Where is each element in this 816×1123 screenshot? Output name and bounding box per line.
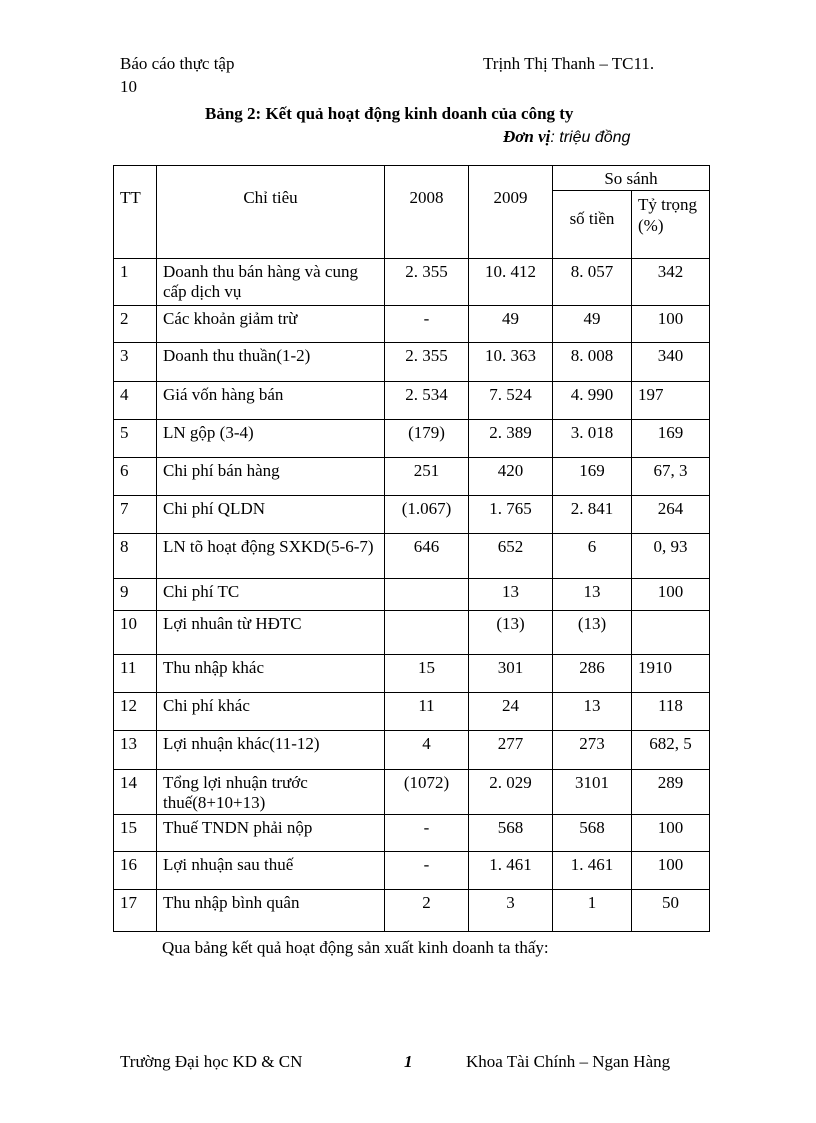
col-header-compare: So sánh bbox=[553, 166, 710, 191]
row-amount: 1 bbox=[553, 890, 632, 932]
unit-line bbox=[503, 127, 630, 147]
row-value-2008: 2. 534 bbox=[385, 382, 469, 420]
row-value-2009: 3 bbox=[469, 890, 553, 932]
row-ratio: 264 bbox=[632, 496, 710, 534]
row-value-2008: 11 bbox=[385, 693, 469, 731]
row-value-2008 bbox=[385, 611, 469, 655]
row-ratio: 169 bbox=[632, 420, 710, 458]
row-value-2009: 10. 412 bbox=[469, 259, 553, 306]
row-value-2008: 2. 355 bbox=[385, 259, 469, 306]
row-value-2008: (179) bbox=[385, 420, 469, 458]
table-row bbox=[114, 655, 710, 693]
row-amount: 2. 841 bbox=[553, 496, 632, 534]
row-ratio: 67, 3 bbox=[632, 458, 710, 496]
footer-university: Trường Đại học KD & CN bbox=[120, 1052, 303, 1071]
row-value-2009: (13) bbox=[469, 611, 553, 655]
table-row bbox=[114, 343, 710, 382]
row-amount: 3. 018 bbox=[553, 420, 632, 458]
table-row bbox=[114, 420, 710, 458]
unit-label: Đơn vị bbox=[503, 127, 551, 146]
row-indicator: Tổng lợi nhuận trước thuế(8+10+13) bbox=[157, 770, 385, 815]
row-number: 17 bbox=[114, 890, 157, 932]
business-results-table bbox=[113, 165, 710, 932]
table-body bbox=[114, 259, 710, 932]
row-indicator: LN tõ hoạt động SXKD(5-6-7) bbox=[157, 534, 385, 579]
row-ratio: 100 bbox=[632, 815, 710, 852]
row-number: 7 bbox=[114, 496, 157, 534]
row-number: 9 bbox=[114, 579, 157, 611]
row-number: 8 bbox=[114, 534, 157, 579]
col-header-2008: 2008 bbox=[385, 166, 469, 259]
col-header-2009: 2009 bbox=[469, 166, 553, 259]
row-value-2009: 652 bbox=[469, 534, 553, 579]
row-value-2009: 277 bbox=[469, 731, 553, 770]
row-number: 12 bbox=[114, 693, 157, 731]
row-ratio: 682, 5 bbox=[632, 731, 710, 770]
row-value-2009: 24 bbox=[469, 693, 553, 731]
row-number: 10 bbox=[114, 611, 157, 655]
row-indicator: Lợi nhuận khác(11-12) bbox=[157, 731, 385, 770]
row-indicator: Chi phí bán hàng bbox=[157, 458, 385, 496]
unit-value: : triệu đồng bbox=[550, 129, 631, 146]
col-header-ratio: Tỷ trọng (%) bbox=[632, 191, 710, 259]
table-row bbox=[114, 890, 710, 932]
row-amount: 1. 461 bbox=[553, 852, 632, 890]
row-value-2008: 251 bbox=[385, 458, 469, 496]
row-indicator: Lợi nhuận sau thuế bbox=[157, 852, 385, 890]
table-row bbox=[114, 731, 710, 770]
row-indicator: Giá vốn hàng bán bbox=[157, 382, 385, 420]
row-indicator: Doanh thu bán hàng và cung cấp dịch vụ bbox=[157, 259, 385, 306]
row-number: 2 bbox=[114, 306, 157, 343]
footer-page-number: 1 bbox=[404, 1052, 413, 1071]
row-amount: 568 bbox=[553, 815, 632, 852]
row-number: 14 bbox=[114, 770, 157, 815]
row-value-2009: 13 bbox=[469, 579, 553, 611]
row-value-2009: 2. 389 bbox=[469, 420, 553, 458]
row-value-2008: - bbox=[385, 306, 469, 343]
table-row bbox=[114, 579, 710, 611]
row-number: 11 bbox=[114, 655, 157, 693]
table-row bbox=[114, 306, 710, 343]
row-ratio: 289 bbox=[632, 770, 710, 815]
row-value-2008: 646 bbox=[385, 534, 469, 579]
row-value-2008: - bbox=[385, 815, 469, 852]
col-header-indicator: Chỉ tiêu bbox=[157, 166, 385, 259]
row-indicator: Thu nhập bình quân bbox=[157, 890, 385, 932]
table-row bbox=[114, 852, 710, 890]
table-row bbox=[114, 693, 710, 731]
row-value-2008: (1072) bbox=[385, 770, 469, 815]
row-indicator: Các khoản giảm trừ bbox=[157, 306, 385, 343]
row-value-2009: 1. 765 bbox=[469, 496, 553, 534]
table-row bbox=[114, 534, 710, 579]
row-amount: 13 bbox=[553, 579, 632, 611]
row-ratio: 340 bbox=[632, 343, 710, 382]
row-amount: (13) bbox=[553, 611, 632, 655]
footer-faculty: Khoa Tài Chính – Ngan Hàng bbox=[466, 1052, 671, 1071]
row-value-2009: 7. 524 bbox=[469, 382, 553, 420]
row-amount: 6 bbox=[553, 534, 632, 579]
row-amount: 286 bbox=[553, 655, 632, 693]
row-ratio: 197 bbox=[632, 382, 710, 420]
row-indicator: Chi phí khác bbox=[157, 693, 385, 731]
row-ratio: 342 bbox=[632, 259, 710, 306]
col-header-tt: TT bbox=[114, 166, 157, 259]
row-value-2008 bbox=[385, 579, 469, 611]
row-ratio: 100 bbox=[632, 579, 710, 611]
row-amount: 8. 008 bbox=[553, 343, 632, 382]
table-row bbox=[114, 259, 710, 306]
row-amount: 4. 990 bbox=[553, 382, 632, 420]
row-number: 1 bbox=[114, 259, 157, 306]
row-ratio: 100 bbox=[632, 852, 710, 890]
table-row bbox=[114, 496, 710, 534]
row-value-2008: 15 bbox=[385, 655, 469, 693]
row-number: 5 bbox=[114, 420, 157, 458]
row-indicator: Chi phí TC bbox=[157, 579, 385, 611]
row-amount: 273 bbox=[553, 731, 632, 770]
row-amount: 3101 bbox=[553, 770, 632, 815]
row-ratio bbox=[632, 611, 710, 655]
row-ratio: 118 bbox=[632, 693, 710, 731]
row-amount: 8. 057 bbox=[553, 259, 632, 306]
row-indicator: Doanh thu thuần(1-2) bbox=[157, 343, 385, 382]
header-page-number: 10 bbox=[120, 77, 137, 96]
header-report-title: Báo cáo thực tập bbox=[120, 54, 235, 73]
row-value-2009: 49 bbox=[469, 306, 553, 343]
row-amount: 169 bbox=[553, 458, 632, 496]
row-value-2008: (1.067) bbox=[385, 496, 469, 534]
col-header-amount: số tiền bbox=[553, 191, 632, 259]
row-ratio: 50 bbox=[632, 890, 710, 932]
row-number: 4 bbox=[114, 382, 157, 420]
row-indicator: LN gộp (3-4) bbox=[157, 420, 385, 458]
row-value-2009: 301 bbox=[469, 655, 553, 693]
table-row bbox=[114, 382, 710, 420]
row-number: 15 bbox=[114, 815, 157, 852]
row-value-2008: 4 bbox=[385, 731, 469, 770]
row-value-2009: 568 bbox=[469, 815, 553, 852]
table-row bbox=[114, 458, 710, 496]
row-number: 6 bbox=[114, 458, 157, 496]
table-note: Qua bảng kết quả hoạt động sản xuất kinh doanh ta thấy: bbox=[162, 938, 549, 957]
table-row bbox=[114, 815, 710, 852]
row-number: 16 bbox=[114, 852, 157, 890]
header-author: Trịnh Thị Thanh – TC11. bbox=[483, 54, 655, 73]
row-value-2008: - bbox=[385, 852, 469, 890]
row-amount: 49 bbox=[553, 306, 632, 343]
row-value-2008: 2. 355 bbox=[385, 343, 469, 382]
table-title: Bảng 2: Kết quả hoạt động kinh doanh của công ty bbox=[205, 104, 574, 123]
row-ratio: 100 bbox=[632, 306, 710, 343]
row-indicator: Lợi nhuân từ HĐTC bbox=[157, 611, 385, 655]
table-row bbox=[114, 611, 710, 655]
row-value-2009: 2. 029 bbox=[469, 770, 553, 815]
row-value-2009: 10. 363 bbox=[469, 343, 553, 382]
row-value-2008: 2 bbox=[385, 890, 469, 932]
row-value-2009: 420 bbox=[469, 458, 553, 496]
row-indicator: Thuế TNDN phải nộp bbox=[157, 815, 385, 852]
row-indicator: Thu nhập khác bbox=[157, 655, 385, 693]
table-row bbox=[114, 770, 710, 815]
row-ratio: 0, 93 bbox=[632, 534, 710, 579]
row-number: 3 bbox=[114, 343, 157, 382]
row-amount: 13 bbox=[553, 693, 632, 731]
row-number: 13 bbox=[114, 731, 157, 770]
row-value-2009: 1. 461 bbox=[469, 852, 553, 890]
row-ratio: 1910 bbox=[632, 655, 710, 693]
row-indicator: Chi phí QLDN bbox=[157, 496, 385, 534]
